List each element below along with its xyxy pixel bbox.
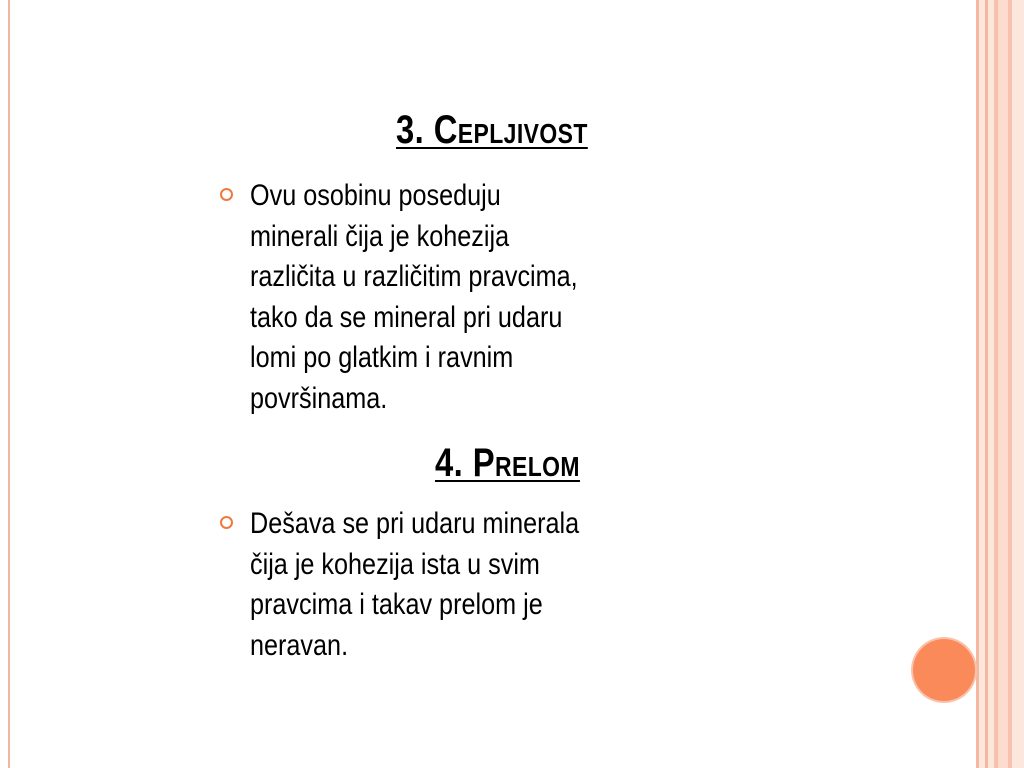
bullet-text	[250, 504, 620, 666]
right-decorative-stripes	[976, 0, 1024, 768]
stripe	[998, 0, 1008, 768]
text-line: čija je kohezija ista u svim	[250, 547, 540, 581]
text-line: pravcima i takav prelom je	[250, 588, 543, 621]
heading-prelom: 4. Prelom	[435, 441, 580, 485]
text-line: neravan.	[250, 628, 349, 662]
text-line: tako da se mineral pri udaru	[250, 300, 563, 334]
stripe	[1012, 0, 1024, 768]
text-line: različita u različitim pravcima,	[250, 260, 578, 293]
text-line: površinama.	[250, 381, 388, 415]
heading-cepljivost: 3. Cepljivost	[396, 108, 588, 152]
bullet-circle-icon	[220, 516, 233, 529]
bullet-circle-icon	[220, 188, 233, 201]
bullet-text	[250, 176, 620, 419]
orange-circle-decoration	[913, 639, 975, 701]
left-border-line	[8, 0, 10, 768]
text-line: Dešava se pri udaru minerala	[250, 507, 580, 540]
text-line: lomi po glatkim i ravnim	[250, 341, 514, 374]
text-line: Ovu osobinu poseduju	[250, 179, 501, 212]
text-line: minerali čija je kohezija	[250, 219, 510, 253]
